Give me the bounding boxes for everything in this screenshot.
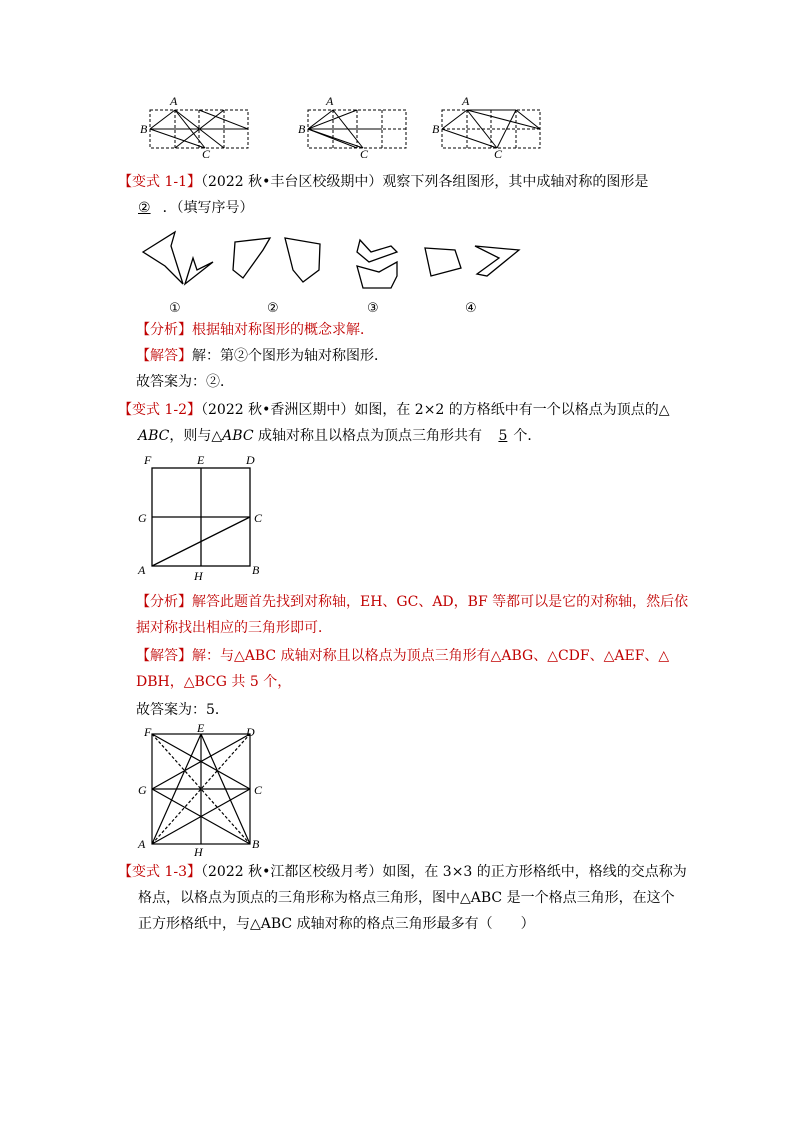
q2-stem-1: （2022 秋•香洲区期中）如图，在 2×2 的方格纸中有一个以格点为顶点的△ [201,402,670,418]
label-h: H [194,845,203,859]
q1-shapes [135,222,535,322]
label-g: G [138,511,147,525]
q1-answer-suffix: ．（填写序号） [162,200,254,216]
q2-stem-2c: 成轴对称且以格点为顶点三角形共有 [253,428,482,444]
q2-stem-line2 [138,426,541,446]
q2-solution-line1 [136,646,669,666]
label-h: H [194,569,203,583]
shape-label-2: ② [267,301,279,316]
q2-solution-2: DBH，△BCG 共 5 个， [136,674,292,690]
q2-tag: 【变式 1-2】 [118,402,201,418]
q1-analysis-tag: 【分析】 [136,322,192,338]
q2-answer-suffix: 个． [513,428,542,444]
q1-final: 故答案为：②． [136,374,234,390]
label-a: A [138,563,146,577]
q1-solution-tag: 【解答】 [136,348,192,364]
q2-abc-2: ABC [222,428,254,444]
label-e: E [197,721,205,735]
q2-solution-figure [136,721,276,859]
label-a: A [170,94,178,108]
q1-tag: 【变式 1-1】 [118,174,201,190]
q1-analysis [136,320,374,340]
label-b: B [298,122,306,136]
q2-answer: 5 [498,428,508,444]
q2-analysis-line1 [136,592,688,612]
label-d: D [246,453,255,467]
q1-solution-text: 解：第②个图形为轴对称图形． [192,348,388,364]
q2-solution-1: 解：与△ABC 成轴对称且以格点为顶点三角形有△ABG、△CDF、△AEF、△ [192,648,670,664]
label-f: F [144,453,152,467]
top-figure-3 [432,94,552,161]
q2-analysis-tag: 【分析】 [136,594,192,610]
shape-label-1: ① [169,301,181,316]
label-g: G [138,783,147,797]
label-c: C [202,147,211,161]
q3-text-3: 正方形格纸中，与△ABC 成轴对称的格点三角形最多有（ ） [138,916,535,932]
q1-stem: （2022 秋•丰台区校级期中）观察下列各组图形，其中成轴对称的图形是 [201,174,649,190]
label-f: F [144,725,152,739]
label-a: A [326,94,334,108]
q2-abc: ABC [138,428,170,444]
q2-final: 故答案为：5． [136,702,229,718]
shape-label-4: ④ [465,301,477,316]
q2-analysis-2: 据对称找出相应的三角形即可． [136,620,332,636]
label-b: B [252,563,260,577]
q3-text-1: （2022 秋•江都区校级月考）如图，在 3×3 的正方形格纸中，格线的交点称为 [201,864,687,880]
label-a: A [462,94,470,108]
label-c: C [254,511,263,525]
label-c: C [360,147,369,161]
label-a: A [138,837,146,851]
q2-analysis-1: 解答此题首先找到对称轴，EH、GC、AD，BF 等都可以是它的对称轴，然后依 [192,594,689,610]
label-b: B [252,837,260,851]
q1-answer: ② [138,200,151,216]
label-e: E [197,453,205,467]
top-figure-2 [298,94,418,161]
q1-answer-line [138,198,254,218]
q1-solution [136,346,388,366]
label-b: B [432,122,440,136]
q3-tag: 【变式 1-3】 [118,864,201,880]
q2-figure [136,452,276,584]
q2-solution-tag: 【解答】 [136,648,192,664]
label-c: C [494,147,503,161]
q2-stem-2a: ，则与△ [169,428,223,444]
q1-stem-line [118,172,648,192]
shape-label-3: ③ [367,301,379,316]
label-b: B [140,122,148,136]
label-c: C [254,783,263,797]
q2-stem-line1 [118,400,670,420]
q3-line1 [118,862,687,882]
q3-text-2: 格点，以格点为顶点的三角形称为格点三角形，图中△ABC 是一个格点三角形，在这个 [138,890,675,906]
top-figure-1 [140,94,260,161]
q1-analysis-text: 根据轴对称图形的概念求解． [192,322,374,338]
label-d: D [246,725,255,739]
